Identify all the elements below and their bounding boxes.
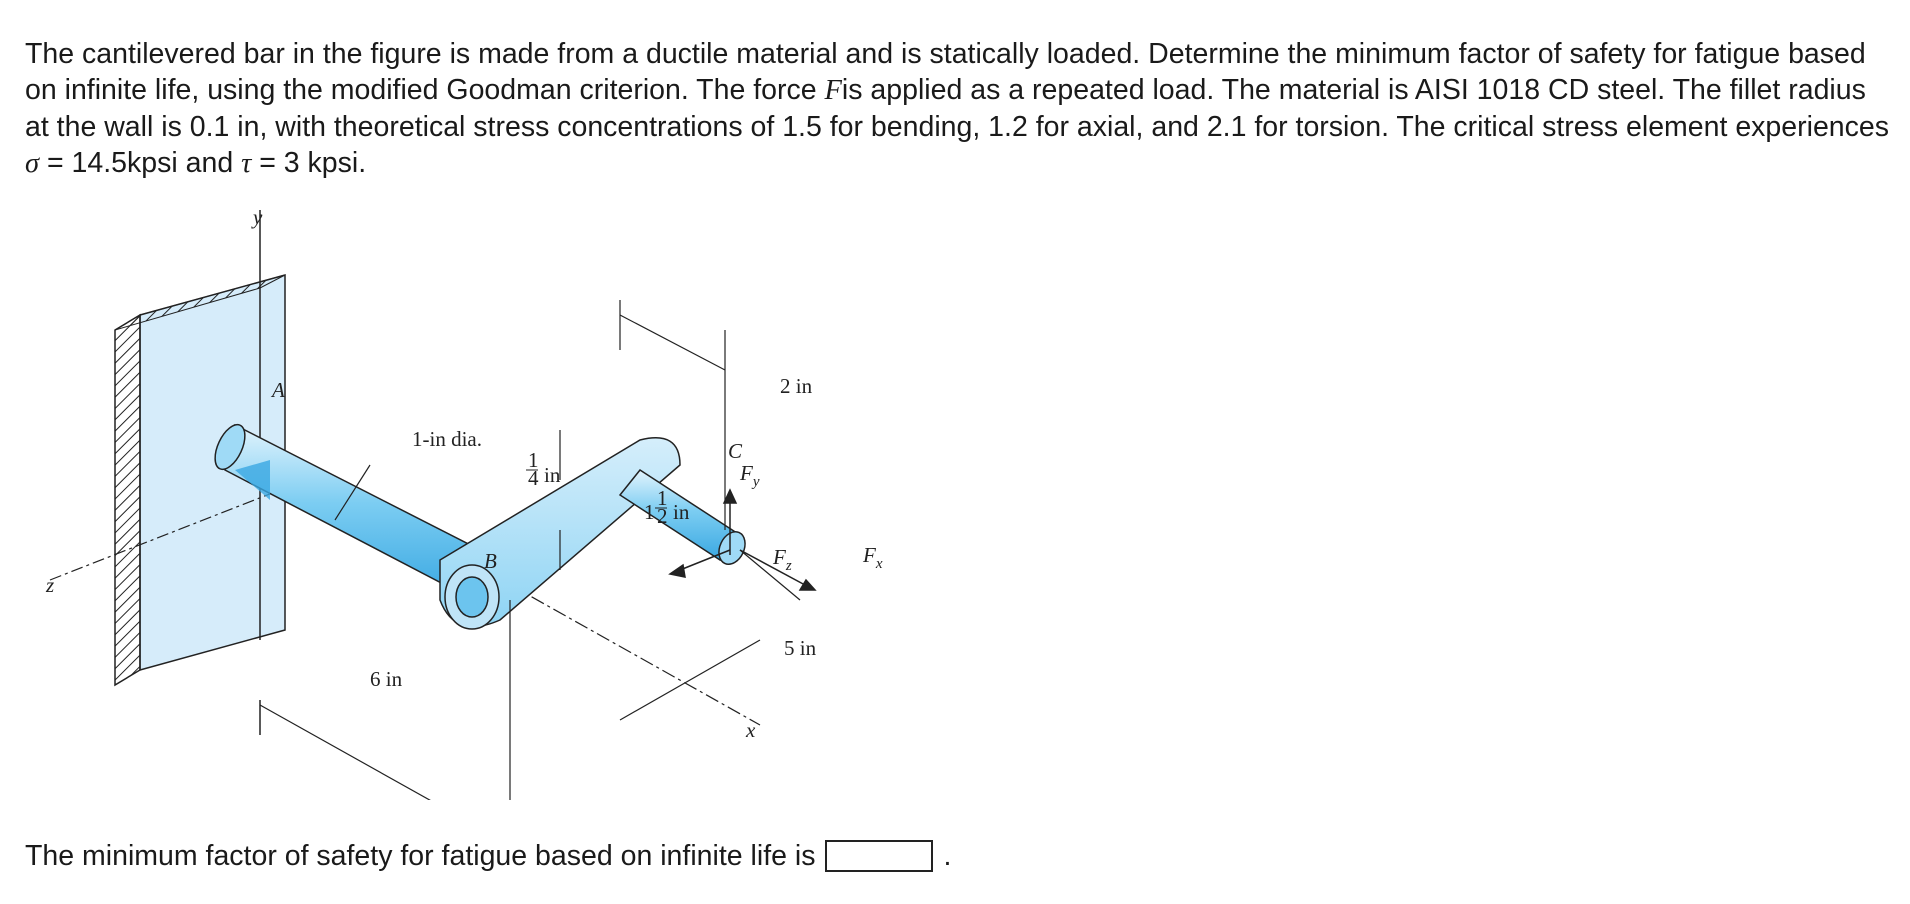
tau-value: = 3 kpsi. — [251, 147, 367, 179]
answer-prompt: The minimum factor of safety for fatigue based on infinite life is — [25, 840, 816, 872]
problem-statement — [25, 36, 1890, 182]
point-b-label: B — [484, 549, 497, 573]
point-c-label: C — [728, 439, 743, 463]
x-axis-label: x — [746, 718, 756, 742]
fy-subscript: y — [752, 474, 760, 490]
one-half-den: 2 — [657, 504, 668, 528]
one-half-unit: in — [673, 500, 690, 524]
z-axis-label: z — [46, 573, 55, 597]
tau-symbol: τ — [241, 148, 252, 179]
quarter-unit: in — [544, 463, 561, 487]
answer-box[interactable] — [825, 840, 933, 872]
problem-text-part1: The cantilevered bar in the figure is made from a ductile material and is statically loaded. Determine the minimum factor of safety for fatigue based on infinite life, using the modified Goodman criterion. The force — [25, 38, 1866, 106]
five-in-label: 5 in — [784, 636, 817, 660]
fz-subscript: z — [785, 558, 792, 574]
one-half-num: 1 — [657, 486, 668, 510]
sigma-value: = 14.5kpsi and — [39, 147, 242, 179]
two-in-label: 2 in — [780, 374, 813, 398]
answer-input[interactable] — [827, 848, 931, 876]
diameter-label: 1-in dia. — [412, 427, 482, 451]
y-axis-label: y — [253, 205, 263, 229]
fx-label — [862, 543, 883, 572]
answer-row — [25, 838, 951, 874]
fx-subscript: x — [875, 556, 883, 572]
one-half-whole: 1 — [644, 500, 655, 524]
six-in-label: 6 in — [370, 667, 403, 691]
sigma-symbol: σ — [25, 148, 40, 179]
point-a-label: A — [272, 378, 285, 402]
cantilever-bar-figure — [40, 200, 960, 800]
quarter-den: 4 — [528, 466, 539, 490]
quarter-num: 1 — [528, 448, 539, 472]
fz-symbol: F — [773, 545, 786, 569]
fy-label — [739, 461, 760, 490]
answer-period: . — [943, 840, 952, 872]
fy-symbol: F — [740, 461, 753, 485]
force-symbol: F — [824, 75, 842, 106]
figure-drawing — [40, 200, 960, 800]
problem-text-part2: is applied as a repeated load. The material is AISI 1018 CD steel. The fillet radius at the wall is 0.1 in, with theoretical stress concentrations of 1.5 for bending, 1.2 for axial, and 2.1 for torsion. The critical stress element experiences — [25, 74, 1890, 143]
fx-symbol: F — [863, 543, 876, 567]
